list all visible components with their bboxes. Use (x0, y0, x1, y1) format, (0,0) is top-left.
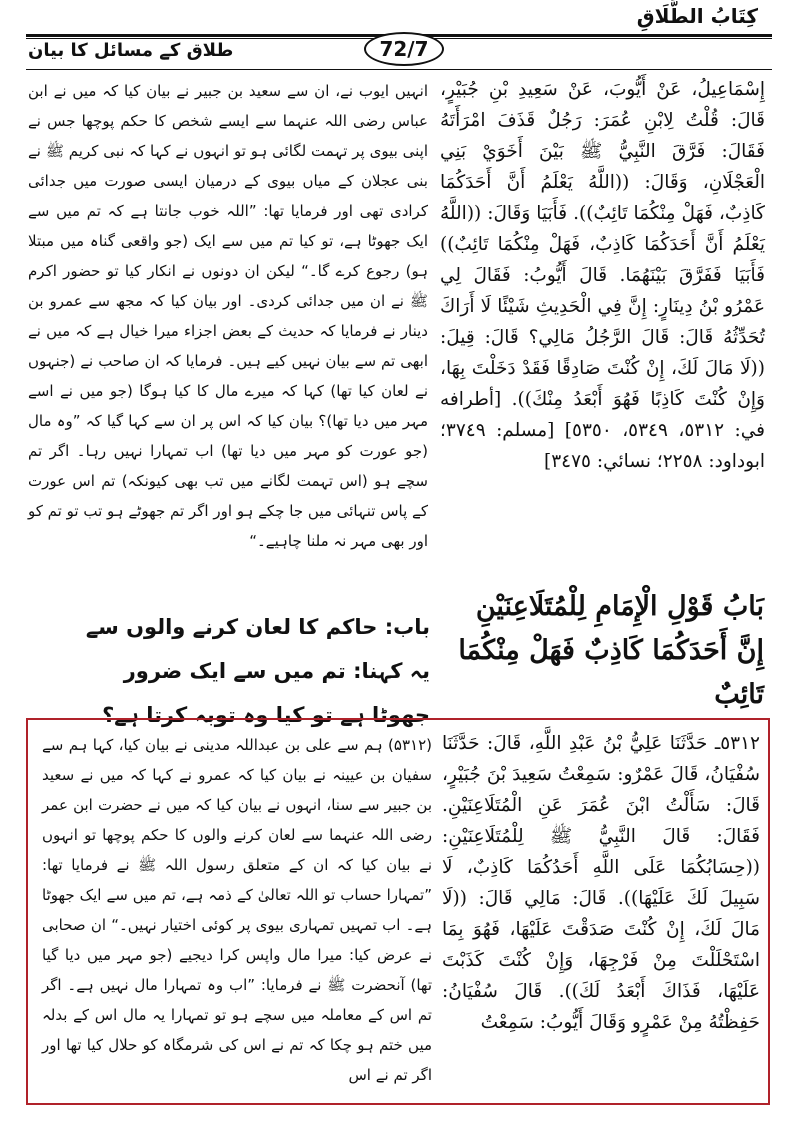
urdu-translation-text: انہیں ایوب نے، ان سے سعید بن جبیر نے بیان کیا کہ میں نے ابن عباس رضی اللہ عنہما سے ایسے شخص کا حکم پوچھا جس نے اپنی بیوی پر تہمت لگائی ہو تو انہوں نے کہا کہ نبی کریم ﷺ نے بنی عجلان کے میاں بیوی کے درمیان ایسی صورت میں جدائی کرادی تھی اور فرمایا تھا: ”اللہ خوب جانتا ہے کہ تم میں سے ایک جھوٹا ہے، تو کیا تم میں سے ایک (جو واقعی گناہ میں مبتلا ہو) رجوع کرے گا۔“ لیکن ان دونوں نے انکار کیا تو حضور اکرم ﷺ نے ان میں جدائی کردی۔ اور بیان کیا کہ مجھ سے عمرو بن دینار نے فرمایا کہ حدیث کے بعض اجزاء میرا خیال ہے کہ میں نے ابھی تم سے بیان نہیں کیے ہیں۔ فرمایا کہ ان صاحب نے (جنہوں نے لعان کیا تھا) کہا کہ میرے مال کا کیا ہوگا (جو میں نے اسے مہر میں دیا تھا)؟ بیان کیا کہ اس پر ان سے کہا گیا کہ ”وہ مال (جو عورت کو مہر میں دیا تھا) اب تمہارا نہیں رہا۔ اگر تم سچے ہو (اس تہمت لگانے میں تب بھی کیونکہ) تم اس عورت کے پاس تنہائی میں جا چکے ہو اور اگر تم جھوٹے ہو تب تو تم کو اور بھی مہر نہ ملنا چاہیے۔“ (28, 82, 428, 550)
bab-urdu-title: حاکم کا لعان کرنے والوں سے یہ کہنا: تم میں سے ایک ضرور جھوٹا ہے تو کیا وہ توبہ کرتا ہے؟ (85, 615, 430, 727)
bab-arabic-heading: بَابُ قَوْلِ الْإِمَامِ لِلْمُتَلَاعِنَيْنِ إِنَّ أَحَدَكُمَا كَاذِبٌ فَهَلْ مِنْكُمَا تَائِبٌ (458, 591, 764, 710)
page-number: 72/7 (364, 32, 444, 66)
header-bottom-rule (26, 69, 772, 70)
highlighted-hadith-box (26, 718, 770, 1105)
bab-label: باب: (384, 615, 430, 639)
arabic-hadith-text: إِسْمَاعِيلُ، عَنْ أَيُّوبَ، عَنْ سَعِيدِ بْنِ جُبَيْرٍ، قَالَ: قُلْتُ لِابْنِ عُمَرَ: رَجُلٌ قَذَفَ امْرَأَتَهُ فَقَالَ: فَرَّقَ النَّبِيُّ ﷺ بَيْنَ أَخَوَيْ بَنِي الْعَجْلَانِ، وَقَالَ: ((اللَّهُ يَعْلَمُ أَنَّ أَحَدَكُمَا كَاذِبٌ، فَهَلْ مِنْكُمَا تَائِبٌ)). فَأَبَيَا وَقَالَ: ((اللَّهُ يَعْلَمُ أَنَّ أَحَدَكُمَا كَاذِبٌ، فَهَلْ مِنْكُمَا تَائِبٌ)) فَأَبَيَا فَفَرَّقَ بَيْنَهُمَا. قَالَ أَيُّوبُ: فَقَالَ لِي عَمْرُو بْنُ دِينَارٍ: إِنَّ فِي الْحَدِيثِ شَيْئًا لَا أَرَاكَ تُحَدِّثُهُ قَالَ: قَالَ الرَّجُلُ مَالِي؟ قَالَ: قِيلَ: ((لَا مَالَ لَكَ، إِنْ كُنْتَ صَادِقًا فَقَدْ دَخَلْتَ بِهَا، وَإِنْ كُنْتَ كَاذِبًا فَهُوَ أَبْعَدُ مِنْكَ)). [أطرافه في: ٥٣١٢، ٥٣٤٩، ٥٣٥٠] [مسلم: ٣٧٤٩؛ ابوداود: ٢٢٥٨؛ نسائي: ٣٤٧٥] (440, 79, 765, 472)
book-title: كِتَابُ الطَّلَاقِ (636, 4, 758, 28)
hadith-5312-arabic: ٥٣١٢ـ حَدَّثَنَا عَلِيُّ بْنُ عَبْدِ اللَّهِ، قَالَ: حَدَّثَنَا سُفْيَانُ، قَالَ عَمْرٌو: سَمِعْتُ سَعِيدَ بْنَ جُبَيْرٍ، قَالَ: سَأَلْتُ ابْنَ عُمَرَ عَنِ الْمُتَلَاعِنَيْنِ. فَقَالَ: قَالَ النَّبِيُّ ﷺ لِلْمُتَلَاعِنَيْنِ: ((حِسَابُكُمَا عَلَى اللَّهِ أَحَدُكُمَا كَاذِبٌ، لَا سَبِيلَ لَكَ عَلَيْهَا)). قَالَ: مَالِي قَالَ: ((لَا مَالَ لَكَ، إِنْ كُنْتَ صَدَقْتَ عَلَيْهَا، فَهُوَ بِمَا اسْتَحْلَلْتَ مِنْ فَرْجِهَا، وَإِنْ كُنْتَ كَذَبْتَ عَلَيْهَا، فَذَاكَ أَبْعَدُ لَكَ)). قَالَ سُفْيَانُ: حَفِظْتُهُ مِنْ عَمْرٍو وَقَالَ أَيُّوبُ: سَمِعْتُ (442, 733, 760, 1033)
chapter-title: طلاق کے مسائل کا بیان (28, 40, 234, 61)
hadith-5312-urdu: (۵۳۱۲) ہم سے علی بن عبداللہ مدینی نے بیان کیا، کہا ہم سے سفیان بن عیینہ نے بیان کیا کہ عمرو نے کہا کہ میں نے سعید بن جبیر سے سنا، انہوں نے بیان کیا کہ میں نے حضرت ابن عمر رضی اللہ عنہما سے لعان کرنے والوں کا حکم پوچھا تو انہوں نے بیان کیا کہ ان کے متعلق رسول اللہ ﷺ نے فرمایا تھا: ”تمہارا حساب تو اللہ تعالیٰ کے ذمہ ہے، تم میں سے ایک جھوٹا ہے۔ اب تمہیں تمہاری بیوی پر کوئی اختیار نہیں۔“ ان صحابی نے عرض کیا: میرا مال واپس کرا دیجیے (جو مہر میں دیا گیا تھا) آنحضرت ﷺ نے فرمایا: ”اب وہ تمہارا مال نہیں ہے۔ اگر تم اس کے معاملہ میں سچے ہو تو تمہارا یہ مال اس کے بدلہ میں ختم ہو چکا کہ تم نے اس کی شرمگاہ کو حلال کیا تھا اور اگر تم نے اس (42, 736, 432, 1084)
page-header (26, 37, 772, 68)
